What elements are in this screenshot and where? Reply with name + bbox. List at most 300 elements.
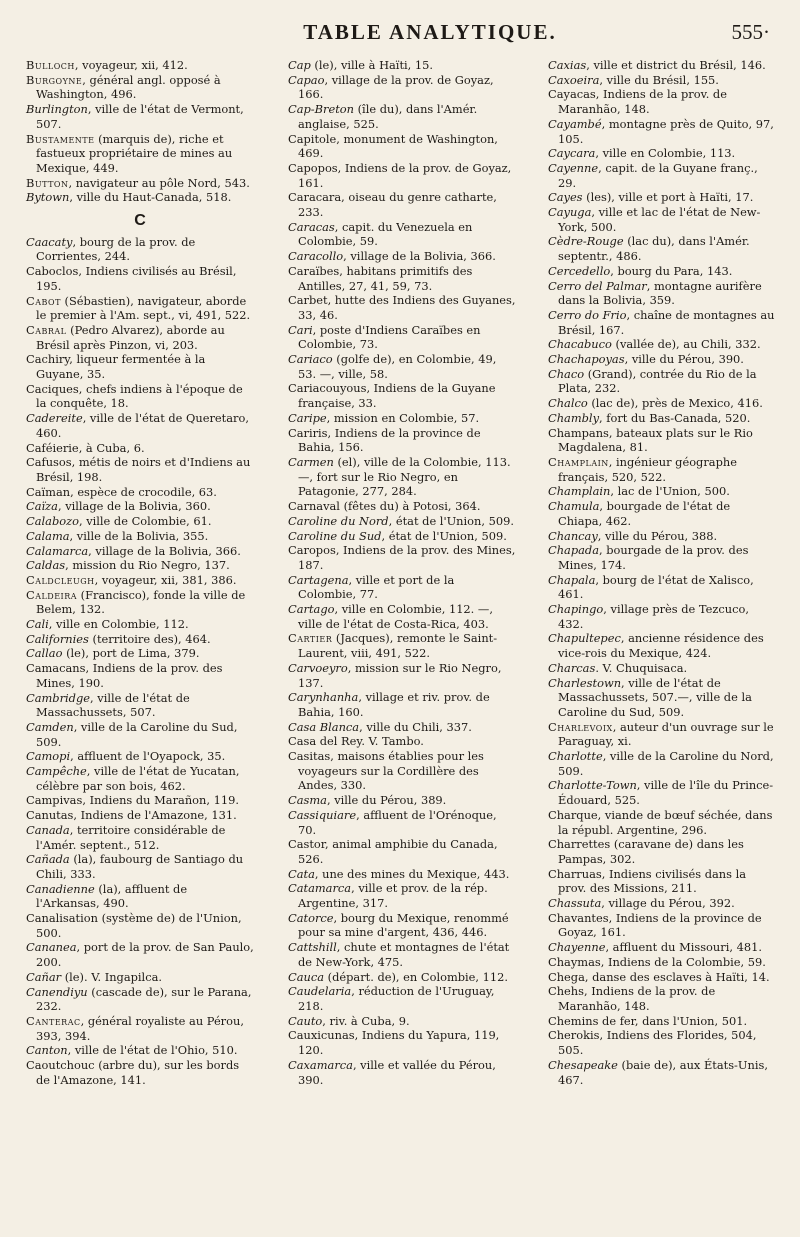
entry-text: , village près de Tezcuco, 432.: [558, 602, 749, 631]
entry-text: , voyageur, xii, 412.: [74, 58, 188, 72]
entry-headword: Cherokis: [548, 1028, 600, 1043]
index-entry: [26, 323, 254, 352]
page-number: 555·: [731, 20, 770, 44]
entry-headword: Button: [26, 175, 69, 190]
index-entry: [26, 235, 254, 264]
index-entry: [288, 1014, 516, 1029]
index-entry: [548, 58, 776, 73]
entry-text: (marquis de), riche et fastueux propriétaire de mines au Mexique, 449.: [36, 131, 233, 175]
entry-text: , village de la Bolivia, 366.: [343, 249, 496, 264]
index-entry: [26, 749, 254, 764]
entry-text: , Indiens des Florides, 504, 505.: [558, 1028, 757, 1058]
entry-headword: Caxias: [548, 58, 587, 72]
entry-headword: Chapada: [548, 543, 600, 558]
entry-text: (la), faubourg de Santiago du Chili, 333.: [36, 852, 244, 881]
entry-headword: Caroline du Sud: [288, 528, 382, 543]
entry-text: , village de la prov. de Goyaz, 166.: [298, 72, 494, 102]
entry-headword: Camopi: [26, 749, 71, 764]
entry-headword: Cèdre-Rouge: [548, 234, 624, 249]
entry-text: , viande de bœuf séchée, dans la républ. Argentine, 296.: [558, 807, 773, 837]
entry-headword: Campivas: [26, 793, 83, 808]
entry-text: , affluent de l'Orénoque, 70.: [298, 807, 497, 837]
index-entry: [548, 161, 776, 190]
index-entry: [288, 1028, 516, 1057]
index-column-2: [288, 58, 516, 1087]
entry-text: (baie de), aux États-Unis, 467.: [558, 1057, 768, 1087]
entry-headword: Cayenne: [548, 160, 599, 175]
index-column-1: [26, 58, 254, 1088]
entry-text: (arbre du), sur les bords de l'Amazone, 141.: [36, 1058, 240, 1087]
index-entry: [26, 793, 254, 808]
entry-text: , voyageur, xii, 381, 386.: [94, 572, 237, 587]
entry-headword: Charrettes: [548, 837, 611, 852]
entry-headword: Caciques: [26, 381, 79, 396]
entry-headword: Caacaty: [26, 234, 73, 249]
index-entry: [548, 411, 776, 426]
entry-text: (caravane de) dans les Pampas, 302.: [558, 837, 744, 866]
entry-text: , poste d'Indiens Caraïbes en Colombie, 73.: [298, 322, 481, 352]
entry-text: , chaîne de montagnes au Brésil, 167.: [558, 307, 775, 337]
index-entry: [548, 778, 776, 807]
entry-text: , navigateur au pôle Nord, 543.: [68, 175, 250, 190]
entry-headword: Chapingo: [548, 602, 604, 617]
index-entry: [26, 985, 254, 1014]
index-entry: [548, 367, 776, 396]
entry-headword: Chayenne: [548, 940, 606, 955]
entry-text: , ancienne résidence des vice-rois du Mexique, 424.: [558, 631, 764, 661]
index-entry: [26, 73, 254, 102]
index-entry: [288, 690, 516, 719]
entry-headword: Caripe: [288, 410, 327, 425]
entry-text: , Indiens de la prov. de Maranhão, 148.: [558, 984, 716, 1013]
index-entry: [26, 264, 254, 293]
index-entry: [26, 911, 254, 940]
entry-text: (le). V. Ingapilca.: [61, 969, 162, 984]
entry-headword: Cap: [288, 58, 311, 72]
index-entry: [548, 867, 776, 896]
index-entry: [26, 1043, 254, 1058]
entry-text: (vallée de), au Chili, 332.: [611, 337, 761, 352]
entry-text: (Jacques), remonte le Saint-Laurent, viii, 491, 522.: [298, 631, 498, 661]
entry-text: , mission sur le Rio Negro, 137.: [298, 660, 502, 690]
entry-headword: Catamarca: [288, 881, 352, 896]
entry-text: (territoire des), 464.: [88, 631, 211, 646]
entry-headword: Calamarca: [26, 543, 89, 558]
entry-text: (golfe de), en Colombie, 49, 53. —, ville, 58.: [298, 352, 497, 381]
index-entry: [548, 631, 776, 660]
entry-text: , Indiens du Marañon, 119.: [82, 793, 239, 808]
index-entry: [548, 264, 776, 279]
entry-text: , ville et lac de l'état de New-York, 500.: [558, 205, 761, 234]
index-entry: [288, 1058, 516, 1087]
index-entry: [548, 455, 776, 484]
entry-text: , ville du Pérou, 389.: [326, 793, 447, 808]
entry-text: , ville de l'état de Yucatan, célèbre par son bois, 462.: [36, 764, 240, 793]
entry-text: (système de) de l'Union, 500.: [36, 911, 242, 940]
entry-text: , village du Pérou, 392.: [601, 896, 735, 911]
entry-headword: Cari: [288, 322, 313, 337]
index-entry: [548, 543, 776, 572]
entry-headword: Callao: [26, 646, 63, 661]
entry-headword: Camden: [26, 719, 74, 734]
index-entry: [288, 602, 516, 631]
entry-text: (départ. de), en Colombie, 112.: [324, 969, 509, 984]
index-entry: [26, 544, 254, 559]
entry-headword: Cabral: [26, 322, 67, 337]
index-entry: [548, 970, 776, 985]
entry-text: , bourgade de la prov. des Mines, 174.: [558, 543, 749, 572]
index-entry: [548, 73, 776, 88]
index-entry: [26, 455, 254, 484]
entry-text: , capit. de la Guyane franç., 29.: [558, 160, 758, 190]
entry-text: , fort du Bas-Canada, 520.: [599, 410, 751, 425]
index-entry: [288, 867, 516, 882]
index-entry: [26, 588, 254, 617]
entry-headword: Chamula: [548, 499, 600, 514]
entry-text: . V. Chuquisaca.: [595, 660, 688, 675]
index-entry: [288, 881, 516, 910]
entry-text: , ville du Brésil, 155.: [599, 72, 719, 87]
entry-text: (le), ville à Haïti, 15.: [310, 58, 434, 72]
entry-headword: Cata: [288, 866, 315, 881]
entry-headword: Chacabuco: [548, 337, 612, 352]
entry-headword: Caldcleugh: [26, 572, 95, 587]
entry-text: (lac de), près de Mexico, 416.: [587, 396, 763, 411]
entry-headword: Caraïbes: [288, 263, 340, 278]
entry-headword: Chemins de fer: [548, 1013, 635, 1028]
entry-text: , état de l'Union, 509.: [381, 528, 507, 543]
index-entry: [26, 176, 254, 191]
index-entry: [26, 102, 254, 131]
entry-text: , danse des esclaves à Haïti, 14.: [584, 969, 770, 984]
entry-headword: Cali: [26, 617, 49, 632]
entry-headword: Canadienne: [26, 881, 95, 896]
entry-text: , habitans primitifs des Antilles, 27, 41, 59, 73.: [298, 263, 473, 293]
entry-headword: Chega: [548, 969, 585, 984]
index-entry: [288, 529, 516, 544]
entry-headword: Catorce: [288, 910, 334, 925]
page-title: TABLE ANALYTIQUE.: [303, 20, 557, 44]
index-entry: [548, 234, 776, 263]
index-entry: [26, 411, 254, 440]
entry-headword: Chalco: [548, 396, 588, 411]
entry-headword: Caxoeira: [548, 72, 600, 87]
entry-headword: Caracollo: [288, 249, 344, 264]
index-entry: [288, 573, 516, 602]
entry-headword: Cambridge: [26, 690, 91, 705]
entry-headword: Cayacas: [548, 87, 596, 102]
entry-text: , chute et montagnes de l'état de New-York, 475.: [298, 940, 510, 969]
entry-headword: Bytown: [26, 190, 70, 205]
index-entry: [26, 1058, 254, 1087]
entry-text: , ville de l'état de Massachussets, 507.: [36, 690, 190, 720]
entry-text: , village et riv. prov. de Bahia, 160.: [298, 690, 490, 719]
index-entry: [288, 734, 516, 749]
index-entry: [26, 558, 254, 573]
index-entry: [548, 661, 776, 676]
index-entry: [548, 279, 776, 308]
index-entry: [26, 499, 254, 514]
index-entry: [288, 940, 516, 969]
entry-text: , bourg de l'état de Xalisco, 461.: [558, 572, 754, 602]
entry-headword: Cañar: [26, 969, 62, 984]
entry-headword: Chavantes: [548, 910, 609, 925]
index-column-3: [548, 58, 776, 1087]
entry-text: , maisons établies pour les voyageurs sur la Cordillère des Andes, 330.: [298, 749, 484, 793]
entry-text: , riv. à Cuba, 9.: [322, 1013, 410, 1028]
entry-text: , à Cuba, 6.: [78, 440, 145, 455]
index-entry: [26, 441, 254, 456]
entry-headword: Cachiry: [26, 352, 70, 367]
entry-headword: Champlain: [548, 454, 609, 469]
index-entry: [26, 1014, 254, 1043]
entry-headword: Burgoyne: [26, 72, 83, 87]
entry-text: , lac de l'Union, 500.: [610, 484, 730, 499]
index-entry: [548, 396, 776, 411]
entry-text: , ingénieur géographe français, 520, 522.: [558, 454, 737, 484]
entry-headword: Charlevoix: [548, 719, 613, 734]
entry-text: , mission en Colombie, 57.: [326, 410, 480, 425]
index-entry: [288, 249, 516, 264]
index-entry: [548, 190, 776, 205]
index-entry: [548, 499, 776, 528]
entry-text: , Indiens civilisés au Brésil, 195.: [36, 264, 237, 293]
entry-headword: Cerro del Palmar: [548, 278, 647, 293]
entry-text: , ville du Chili, 337.: [359, 719, 472, 734]
entry-text: , bourgade de l'état de Chiapa, 462.: [558, 499, 731, 528]
index-entry: [548, 1058, 776, 1087]
entry-text: , général royaliste au Pérou, 393, 394.: [36, 1014, 244, 1043]
entry-text: , Indiens de l'Amazone, 131.: [73, 808, 237, 823]
index-entry: [288, 970, 516, 985]
index-entry: [26, 646, 254, 661]
index-entry: [26, 661, 254, 690]
entry-headword: Caldeira: [26, 587, 78, 602]
entry-headword: Canalisation: [26, 911, 98, 926]
index-entry: [26, 573, 254, 588]
index-entry: [288, 264, 516, 293]
entry-headword: Carvoeyro: [288, 660, 348, 675]
entry-headword: Canendiyu: [26, 984, 88, 999]
entry-text: , ville en Colombie, 112. —, ville de l'état de Costa-Rica, 403.: [298, 602, 493, 631]
index-entry: [26, 514, 254, 529]
entry-headword: Cadereite: [26, 411, 83, 426]
index-entry: [288, 161, 516, 190]
entry-headword: Chaco: [548, 366, 585, 381]
entry-text: , Indiens de la province de Goyaz, 161.: [558, 910, 762, 940]
entry-text: , capit. du Venezuela en Colombie, 59.: [298, 219, 473, 249]
entry-text: , village de la Bolivia, 366.: [88, 543, 241, 558]
index-entry: [288, 661, 516, 690]
entry-headword: Cayambé: [548, 116, 602, 131]
entry-text: , bourg du Mexique, renommé pour sa mine d'argent, 436, 446.: [298, 910, 509, 940]
index-entry: [548, 426, 776, 455]
entry-text: , bourg du Para, 143.: [610, 263, 733, 278]
entry-headword: Chancay: [548, 528, 598, 543]
entry-headword: Chehs: [548, 984, 584, 999]
entry-text: , auteur d'un ouvrage sur le Paraguay, xi.: [558, 719, 774, 749]
entry-text: , Indiens civilisés dans la prov. des Missions, 211.: [558, 866, 747, 896]
index-entry: [26, 852, 254, 881]
entry-headword: Casitas: [288, 749, 331, 764]
entry-headword: Bustamente: [26, 131, 95, 146]
index-entry: [548, 940, 776, 955]
entry-text: , mission du Rio Negro, 137.: [65, 558, 230, 573]
index-entry: [288, 73, 516, 102]
entry-headword: Calama: [26, 528, 70, 543]
index-entry: [548, 896, 776, 911]
entry-headword: Caféierie: [26, 440, 79, 455]
entry-headword: Charlestown: [548, 675, 622, 690]
entry-headword: Caïman: [26, 484, 71, 499]
index-entry: [288, 102, 516, 131]
index-entry: [288, 426, 516, 455]
index-entry: [288, 984, 516, 1013]
entry-headword: Caboclos: [26, 264, 79, 279]
entry-headword: Calabozo: [26, 514, 79, 529]
index-entry: [26, 529, 254, 544]
entry-headword: Cauca: [288, 969, 325, 984]
entry-text: (Grand), contrée du Rio de la Plata, 232.: [558, 366, 757, 396]
entry-headword: Charque: [548, 807, 598, 822]
entry-headword: Capopos: [288, 160, 338, 175]
index-entry: [26, 808, 254, 823]
index-entry: [548, 602, 776, 631]
entry-headword: Burlington: [26, 102, 88, 117]
index-entry: [26, 720, 254, 749]
entry-text: , ville de Colombie, 61.: [78, 514, 212, 529]
index-entry: [288, 220, 516, 249]
entry-text: , Indiens de la prov. des Mines, 187.: [298, 543, 516, 572]
entry-headword: Cercedello: [548, 263, 611, 278]
entry-text: , monument de Washington, 469.: [298, 131, 498, 161]
entry-text: , métis de noirs et d'Indiens au Brésil, 198.: [36, 455, 251, 484]
index-entry: [288, 58, 516, 73]
entry-headword: Caracas: [288, 219, 335, 234]
entry-text: , chefs indiens à l'époque de la conquête, 18.: [36, 381, 243, 411]
index-entry: [26, 764, 254, 793]
entry-text: , ville et port de la Colombie, 77.: [298, 572, 455, 602]
index-entry: [26, 940, 254, 969]
entry-text: (île du), dans l'Amér. anglaise, 525.: [298, 102, 478, 131]
entry-text: . V. Tambo.: [361, 734, 424, 749]
index-entry: [548, 484, 776, 499]
entry-text: , Indiens de la prov. de Maranhão, 148.: [558, 87, 727, 117]
index-entry: [548, 984, 776, 1013]
entry-text: , ville en Colombie, 112.: [48, 617, 189, 632]
entry-headword: Canutas: [26, 808, 74, 823]
entry-headword: Cayes: [548, 190, 583, 205]
entry-text: , hutte des Indiens des Guyanes, 33, 46.: [298, 293, 516, 322]
section-letter: C: [134, 212, 146, 230]
entry-text: , ville de la Bolivia, 355.: [69, 528, 209, 543]
entry-headword: Casa del Rey: [288, 734, 362, 749]
entry-text: (el), ville de la Colombie, 113. —, fort sur le Rio Negro, en Patagonie, 277, 284.: [298, 454, 511, 499]
entry-text: , espèce de crocodile, 63.: [70, 484, 217, 499]
index-entry: [288, 323, 516, 352]
index-entry: [548, 308, 776, 337]
entry-text: , Indiens de la Colombie, 59.: [600, 954, 766, 969]
entry-headword: Cerro do Frio: [548, 307, 627, 322]
index-entry: [26, 190, 254, 205]
index-entry: [26, 382, 254, 411]
entry-headword: Caroline du Nord: [288, 513, 389, 528]
entry-headword: Cap-Breton: [288, 102, 354, 117]
entry-headword: Casa Blanca: [288, 719, 360, 734]
entry-text: , bateaux plats sur le Rio Magdalena, 81.: [558, 425, 753, 455]
index-entry: [548, 352, 776, 367]
entry-text: , ville de la Caroline du Sud, 509.: [36, 719, 238, 749]
entry-headword: Chachapoyas: [548, 352, 625, 367]
index-entry: [288, 190, 516, 219]
entry-text: (Francisco), fonde la ville de Belem, 132.: [36, 587, 246, 617]
entry-text: (fêtes du) à Potosi, 364.: [339, 499, 481, 514]
entry-text: (Sébastien), navigateur, aborde le premier à l'Am. sept., vi, 491, 522.: [36, 293, 251, 323]
entry-text: , ville du Pérou, 388.: [597, 528, 718, 543]
entry-headword: Capitole: [288, 131, 337, 146]
entry-text: , ville du Haut-Canada, 518.: [69, 190, 232, 205]
entry-headword: Chaymas: [548, 954, 601, 969]
entry-text: , ville de l'état de Vermont, 507.: [36, 102, 244, 131]
entry-text: , port de la prov. de San Paulo, 200.: [36, 940, 254, 970]
entry-headword: Cassiquiare: [288, 807, 357, 822]
page-header: [80, 20, 780, 44]
index-entry: [548, 117, 776, 146]
entry-headword: Caycara: [548, 146, 596, 161]
index-entry: [548, 808, 776, 837]
entry-text: , Indiens de la Guyane française, 33.: [298, 381, 496, 411]
entry-headword: Bulloch: [26, 58, 75, 72]
entry-headword: Champlain: [548, 484, 611, 499]
entry-headword: Cartagena: [288, 572, 349, 587]
entry-headword: Castor: [288, 837, 325, 852]
entry-headword: Californies: [26, 631, 89, 646]
entry-headword: Cabot: [26, 293, 61, 308]
entry-text: , ville de l'île du Prince-Édouard, 525.: [558, 778, 774, 808]
index-entry: [288, 837, 516, 866]
entry-text: (lac du), dans l'Amér. septentr., 486.: [558, 234, 750, 264]
entry-headword: Carbet: [288, 293, 328, 308]
entry-headword: Caïza: [26, 499, 58, 514]
entry-headword: Cauxicunas: [288, 1028, 355, 1043]
entry-headword: Chapultepec: [548, 631, 621, 646]
entry-headword: Campêche: [26, 764, 87, 779]
index-entry: [548, 1014, 776, 1029]
entry-headword: Chassuta: [548, 896, 602, 911]
index-entry: [548, 529, 776, 544]
entry-headword: Carnaval: [288, 499, 340, 514]
entry-text: (le), port de Lima, 379.: [62, 646, 200, 661]
entry-text: , montagne aurifère dans la Bolivia, 359.: [558, 278, 762, 308]
entry-text: , ville du Pérou, 390.: [624, 352, 744, 367]
index-entry: [26, 352, 254, 381]
entry-headword: Carynhanha: [288, 690, 359, 705]
index-entry: [288, 132, 516, 161]
index-entry: [26, 882, 254, 911]
entry-headword: Canterac: [26, 1014, 81, 1028]
entry-headword: Chambly: [548, 410, 600, 425]
entry-text: (la), affluent de l'Arkansas, 490.: [36, 881, 188, 911]
entry-text: , affluent du Missouri, 481.: [605, 940, 762, 955]
index-entry: [26, 632, 254, 647]
entry-headword: Charlotte: [548, 749, 603, 764]
entry-text: , une des mines du Mexique, 443.: [314, 866, 510, 881]
index-entry: [288, 911, 516, 940]
index-entry: [26, 485, 254, 500]
entry-text: , ville et prov. de la rép. Argentine, 317.: [298, 881, 488, 911]
index-entry: [26, 58, 254, 73]
entry-headword: Canton: [26, 1043, 68, 1058]
